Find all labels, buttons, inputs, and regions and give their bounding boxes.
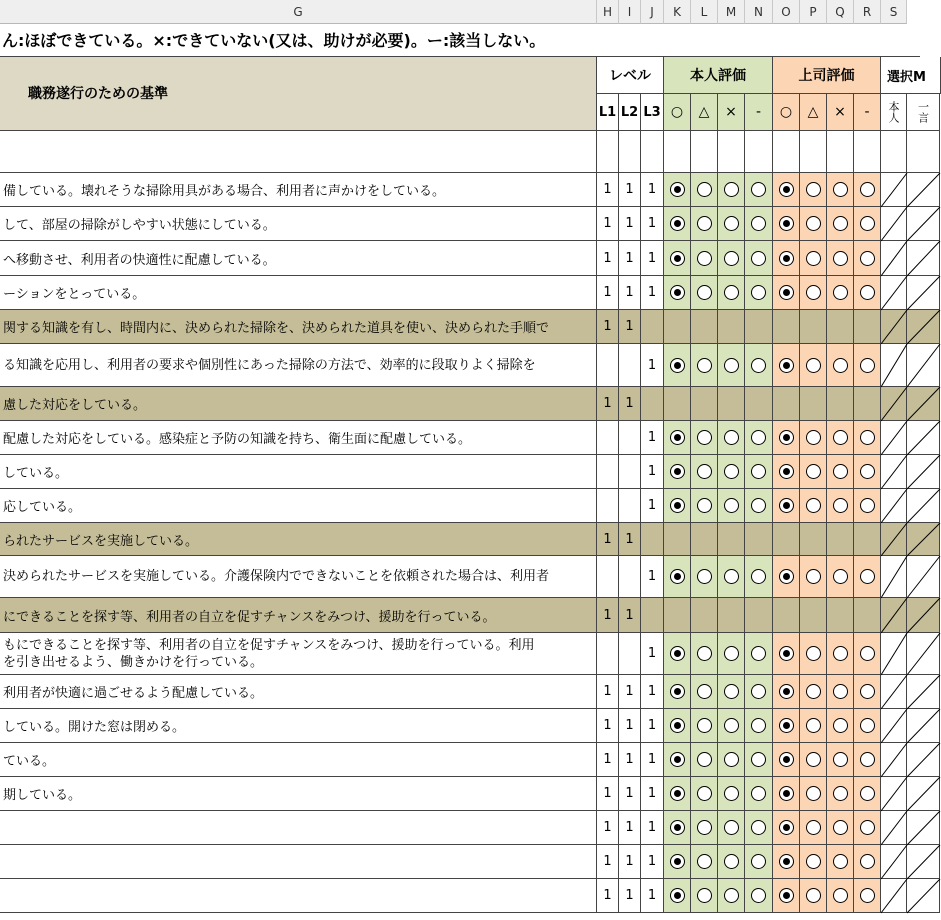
- criterion-text: 決められたサービスを実施している。介護保険内でできないことを依頼された場合は、利用者: [3, 569, 550, 584]
- self-eval-header: 本人評価: [664, 57, 773, 94]
- level-cell: 1: [641, 777, 664, 811]
- level-cell: 1: [641, 421, 664, 455]
- level-cell: 1: [619, 709, 641, 743]
- level-cell: 1: [641, 709, 664, 743]
- boss-mark-header: ○: [773, 94, 800, 131]
- level-cell: 1: [619, 523, 641, 556]
- boss-mark-header: ×: [827, 94, 854, 131]
- column-letter-h[interactable]: H: [597, 0, 619, 24]
- select-slash: [881, 310, 907, 344]
- select-slash: [881, 387, 907, 421]
- select-sub-label: 本人: [887, 101, 900, 123]
- level-cell: 1: [641, 675, 664, 709]
- criterion-text: 配慮した対応をしている。感染症と予防の知識を持ち、衛生面に配慮している。: [3, 432, 472, 447]
- column-letter-l[interactable]: L: [691, 0, 718, 24]
- level-cell: 1: [619, 207, 641, 241]
- level-cell: 1: [619, 387, 641, 421]
- level-cell: 1: [641, 879, 664, 913]
- level-cell: 1: [619, 675, 641, 709]
- level-cell: 1: [641, 344, 664, 387]
- self-mark-header: △: [691, 94, 718, 131]
- criterion-text: している。開けた窓は閉める。: [3, 720, 186, 735]
- criterion-text: 応している。: [3, 500, 82, 515]
- criterion-text: している。: [3, 466, 69, 481]
- criterion-text: にできることを探す等、利用者の自立を促すチャンスをみつけ、援助を行っている。: [3, 609, 496, 625]
- level-cell: 1: [619, 777, 641, 811]
- select-sub-label: 一言: [916, 101, 930, 123]
- select-slash: [881, 173, 907, 207]
- criterion-text: 利用者が快適に過ごせるよう配慮している。: [3, 686, 264, 701]
- level-l2-header: L2: [619, 94, 641, 131]
- level-group-header: レベル: [597, 57, 664, 94]
- select-group-header: 選択M: [881, 57, 941, 94]
- select-slash: [881, 241, 907, 276]
- select-slash: [881, 811, 907, 845]
- level-cell: 1: [597, 276, 619, 310]
- criterion-text: る知識を応用し、利用者の要求や個別性にあった掃除の方法で、効率的に段取りよく掃除を: [3, 357, 536, 373]
- column-letter-o[interactable]: O: [773, 0, 800, 24]
- criterion-text: 期している。: [3, 788, 82, 803]
- select-slash: [881, 709, 907, 743]
- boss-eval-header: 上司評価: [773, 57, 881, 94]
- select-slash: [881, 598, 907, 633]
- level-cell: 1: [597, 811, 619, 845]
- criterion-text: へ移動させ、利用者の快適性に配慮している。: [3, 252, 276, 268]
- level-cell: 1: [619, 598, 641, 633]
- column-letter-g[interactable]: G: [0, 0, 597, 24]
- level-cell: 1: [597, 598, 619, 633]
- boss-mark-header: △: [800, 94, 827, 131]
- level-cell: 1: [641, 633, 664, 675]
- level-cell: 1: [597, 709, 619, 743]
- select-slash: [881, 489, 907, 523]
- level-cell: 1: [619, 811, 641, 845]
- level-cell: 1: [619, 241, 641, 276]
- level-cell: 1: [597, 241, 619, 276]
- criterion-text: ている。: [3, 754, 56, 769]
- self-mark-header: ×: [718, 94, 745, 131]
- select-slash: [881, 523, 907, 556]
- select-slash: [881, 675, 907, 709]
- column-letter-q[interactable]: Q: [827, 0, 854, 24]
- select-slash: [881, 879, 907, 913]
- column-letter-k[interactable]: K: [664, 0, 691, 24]
- criterion-text: して、部屋の掃除がしやすい状態にしている。: [3, 218, 276, 233]
- select-slash: [881, 633, 907, 675]
- level-cell: 1: [641, 556, 664, 598]
- column-letter-i[interactable]: I: [619, 0, 641, 24]
- criterion-text: 慮した対応をしている。: [3, 398, 147, 413]
- level-l1-header: L1: [597, 94, 619, 131]
- select-slash: [881, 845, 907, 879]
- level-cell: 1: [597, 173, 619, 207]
- level-cell: 1: [641, 811, 664, 845]
- level-cell: 1: [619, 743, 641, 777]
- level-cell: 1: [619, 173, 641, 207]
- self-mark-header: -: [745, 94, 773, 131]
- column-letter-r[interactable]: R: [854, 0, 881, 24]
- column-letter-n[interactable]: N: [745, 0, 773, 24]
- select-slash: [881, 276, 907, 310]
- select-slash: [881, 455, 907, 489]
- level-cell: 1: [597, 675, 619, 709]
- level-cell: 1: [619, 879, 641, 913]
- column-letter-s[interactable]: S: [881, 0, 907, 24]
- level-cell: 1: [597, 845, 619, 879]
- boss-mark-header: -: [854, 94, 881, 131]
- select-slash: [881, 556, 907, 598]
- select-slash: [881, 743, 907, 777]
- level-cell: 1: [597, 743, 619, 777]
- level-cell: 1: [597, 387, 619, 421]
- level-cell: 1: [641, 276, 664, 310]
- level-cell: 1: [597, 523, 619, 556]
- level-cell: 1: [619, 310, 641, 344]
- self-mark-header: ○: [664, 94, 691, 131]
- level-l3-header: L3: [641, 94, 664, 131]
- level-cell: 1: [641, 455, 664, 489]
- level-cell: 1: [597, 207, 619, 241]
- select-slash: [881, 777, 907, 811]
- level-cell: 1: [641, 489, 664, 523]
- level-cell: 1: [597, 310, 619, 344]
- select-slash: [881, 207, 907, 241]
- column-letter-p[interactable]: P: [800, 0, 827, 24]
- criterion-text: 関する知識を有し、時間内に、決められた掃除を、決められた道具を使い、決められた手順で: [3, 321, 550, 336]
- level-cell: 1: [619, 276, 641, 310]
- level-cell: 1: [641, 207, 664, 241]
- criterion-text: られたサービスを実施している。: [3, 533, 199, 549]
- criterion-text: 備している。壊れそうな掃除用具がある場合、利用者に声かけをしている。: [3, 184, 446, 199]
- level-cell: 1: [641, 173, 664, 207]
- level-cell: 1: [641, 845, 664, 879]
- standard-header: 職務遂行のための基準: [0, 57, 597, 131]
- column-letter-m[interactable]: M: [718, 0, 745, 24]
- criterion-text: ーションをとっている。: [3, 287, 146, 302]
- level-cell: 1: [597, 777, 619, 811]
- level-cell: 1: [641, 743, 664, 777]
- select-slash: [881, 421, 907, 455]
- level-cell: 1: [619, 845, 641, 879]
- level-cell: 1: [597, 879, 619, 913]
- column-letter-j[interactable]: J: [641, 0, 664, 24]
- select-slash: [881, 344, 907, 387]
- legend-text: ん:ほぼできている。×:できていない(又は、助けが必要)。ー:該当しない。: [0, 24, 920, 57]
- criterion-text: もにできることを探す等、利用者の自立を促すチャンスをみつけ、援助を行っている。利用 を引き出せるよう、働きかけを行っている。: [3, 637, 535, 670]
- level-cell: 1: [641, 241, 664, 276]
